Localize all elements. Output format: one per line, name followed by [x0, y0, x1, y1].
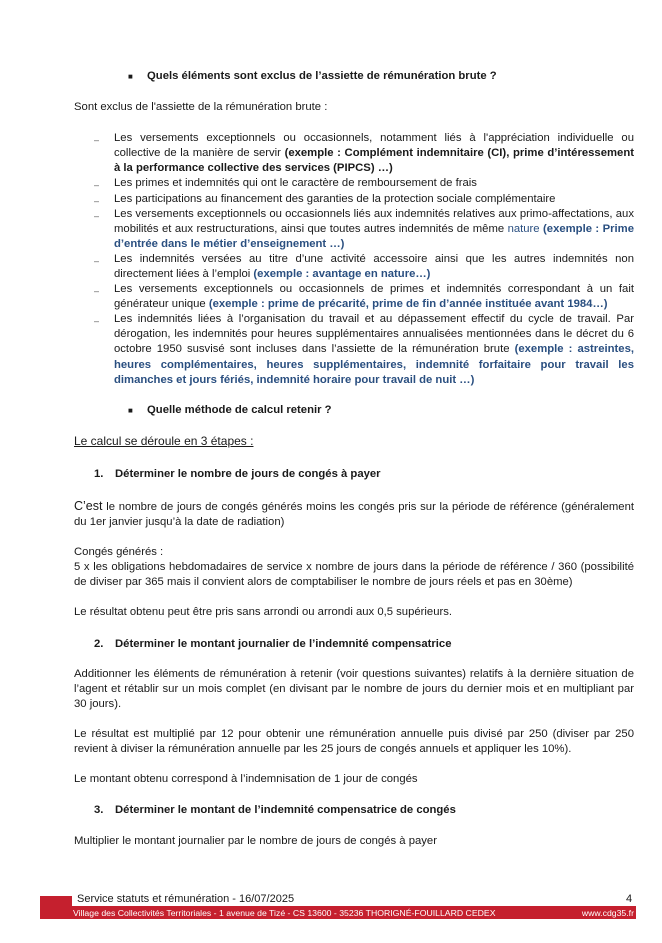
list-item: Les versements exceptionnels ou occasionnels liés aux indemnités relatives aux primo-affectations, aux mobilités et aux restructurations, ainsi que toutes autres indemnités de même nature (exemple : Prime d’entrée dans le métier d’enseignement …) — [114, 208, 634, 251]
footer-bar — [40, 907, 636, 919]
dash-icon: – — [94, 180, 100, 190]
list-item: Les indemnités versées au titre d’une activité accessoire ainsi que les autres indemnités non directement liées à l’emploi (exemple : avantage en nature…) — [114, 253, 634, 281]
paragraph: Le résultat obtenu peut être pris sans arrondi ou arrondi aux 0,5 supérieurs. — [74, 606, 453, 618]
paragraph: Multiplier le montant journalier par le nombre de jours de congés à payer — [74, 835, 437, 847]
list-item: Les primes et indemnités qui ont le caractère de remboursement de frais — [114, 177, 477, 189]
paragraph: Le montant obtenu correspond à l’indemnisation de 1 jour de congés — [74, 773, 418, 785]
list-item: Les indemnités liées à l’organisation du travail et au dépassement effectif du cycle de travail. Par dérogation, les indemnités pour heures supplémentaires annualisées mentionnées dans le décret du 6 octobre 1950 susvisé sont incluses dans l’assiette de la rémunération brute (exemple : astreintes, heures complémentaires, heures supplémentaires, indemnité forfaitaire pour travail les dimanches et jours fériés, indemnité horaire pour travail de nuit …) — [114, 313, 634, 386]
example-text: (exemple : prime de précarité, prime de fin d’année instituée avant 1984…) — [208, 298, 608, 311]
paragraph: C’est le nombre de jours de congés générés moins les congés pris sur la période de référence (généralement du 1er janvier jusqu’à la date de radiation) — [74, 499, 634, 529]
step-number: 1. — [94, 468, 104, 480]
example-text: (exemple : astreintes, heures complémentaires, heures supplémentaires, indemnité forfaitaire pour travail les dimanches et jours fériés, indemnité horaire pour travail de nuit …) — [114, 343, 634, 386]
question-heading: Quels éléments sont exclus de l’assiette de rémunération brute ? — [147, 70, 497, 82]
question-heading: Quelle méthode de calcul retenir ? — [147, 404, 332, 416]
intro-text: Sont exclus de l'assiette de la rémunération brute : — [74, 101, 328, 113]
dash-icon: – — [94, 316, 100, 326]
example-text: (exemple : Prime d’entrée dans le métier d’enseignement …) — [114, 223, 634, 251]
dash-icon: – — [94, 286, 100, 296]
example-text: (exemple : Complément indemnitaire (CI), prime d’intéressement à la performance collective des services (PIPCS) …) — [114, 147, 634, 175]
bullet-icon: ■ — [128, 72, 133, 81]
step-title: Déterminer le montant de l’indemnité compensatrice de congés — [115, 804, 456, 816]
step-title: Déterminer le montant journalier de l’indemnité compensatrice — [115, 638, 452, 650]
calc-intro: Le calcul se déroule en 3 étapes : — [74, 434, 254, 448]
step-number: 3. — [94, 804, 104, 816]
bullet-icon: ■ — [128, 406, 133, 415]
footer-website[interactable]: www.cdg35.fr — [581, 908, 634, 918]
footer-service: Service statuts et rémunération - 16/07/2025 — [77, 893, 295, 905]
nature-text: nature — [507, 223, 540, 236]
step-title: Déterminer le nombre de jours de congés à payer — [115, 468, 381, 480]
paragraph: Congés générés : 5 x les obligations hebdomadaires de service x nombre de jours dans la période de référence / 360 (possibilité de diviser par 365 mais il convient alors de comptabiliser le nombre de jours réels et pas en 30ème) — [74, 546, 634, 589]
page-number: 4 — [626, 893, 633, 905]
dash-icon: – — [94, 135, 100, 145]
list-item: Les versements exceptionnels ou occasionnels de primes et indemnités correspondant à un fait générateur unique (exemple : prime de précarité, prime de fin d’année instituée avant 1984…) — [114, 283, 634, 311]
footer-address: Village des Collectivités Territoriales - 1 avenue de Tizé - CS 13600 - 35236 THORIGNÉ-FOUILLARD CEDEX — [73, 908, 496, 918]
footer-accent-block — [40, 896, 72, 907]
step-number: 2. — [94, 638, 104, 650]
dash-icon: – — [94, 211, 100, 221]
list-item: Les participations au financement des garanties de la protection sociale complémentaire — [114, 193, 556, 205]
list-item: Les versements exceptionnels ou occasionnels, notamment liés à l'appréciation individuelle ou collective de la manière de servir (exemple : Complément indemnitaire (CI), prime d’intéressement à la performance collective des services (PIPCS) …) — [114, 132, 634, 175]
dash-icon: – — [94, 196, 100, 206]
dash-icon: – — [94, 256, 100, 266]
example-text: (exemple : avantage en nature…) — [253, 268, 431, 281]
paragraph: Additionner les éléments de rémunération à retenir (voir questions suivantes) relatifs à la dernière situation de l’agent et rétablir sur un mois complet (en divisant par le nombre de jours du dernier mois et en multipliant par 30 jours). — [74, 668, 634, 711]
paragraph: Le résultat est multiplié par 12 pour obtenir une rémunération annuelle puis divisé par 250 (diviser par 250 revient à diviser la rémunération annuelle par les 25 jours de congés annuels et appliquer les 10%). — [74, 728, 634, 756]
